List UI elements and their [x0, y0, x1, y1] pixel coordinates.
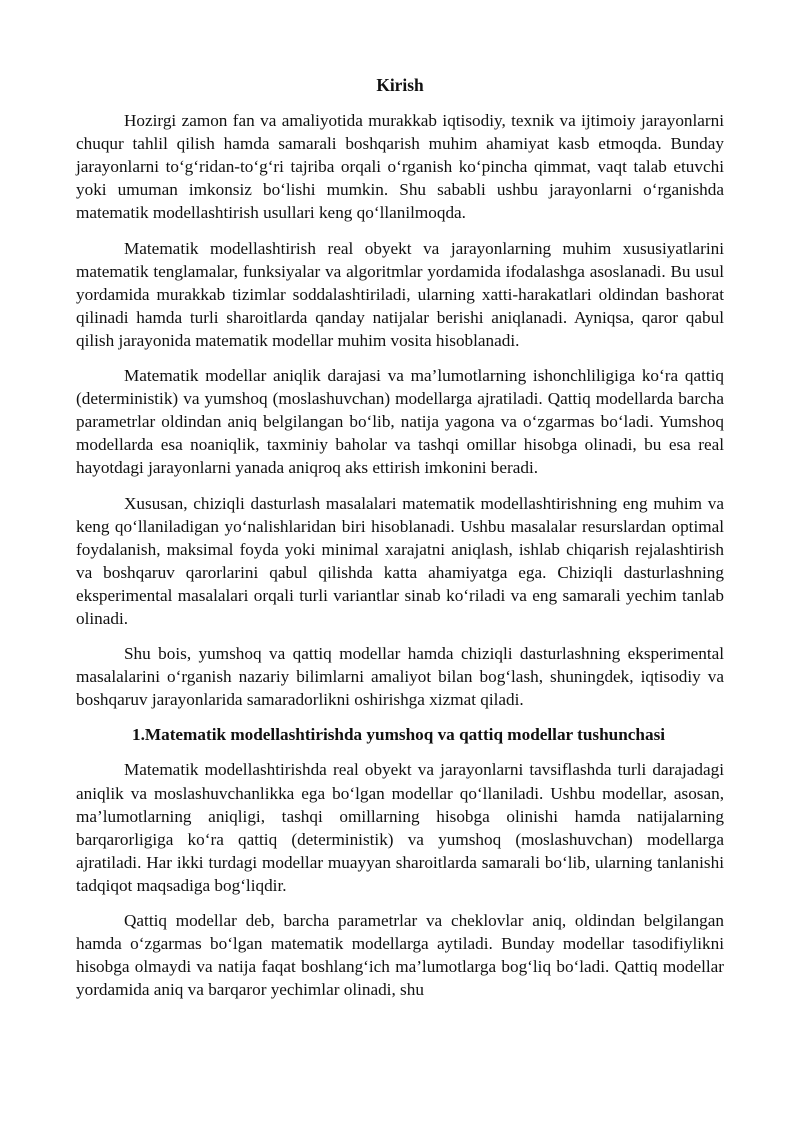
intro-paragraph-4: Xususan, chiziqli dasturlash masalalari matematik modellashtirishning eng muhim va keng qo‘llaniladigan yo‘nalishlaridan biri hisoblanadi. Ushbu masalalar resurslardan optimal foydalanish, maksimal foyda yoki minimal xarajatni aniqlash, ishlab chiqarish rejalashtirish va boshqaruv qarorlarini qabul qilishda katta ahamiyatga ega. Chiziqli dasturlashning eksperimental masalalari orqali turli variantlar sinab ko‘riladi va eng samarali yechim tanlab olinadi. [76, 493, 724, 628]
intro-paragraph-5: Shu bois, yumshoq va qattiq modellar hamda chiziqli dasturlashning eksperimental masalalarini o‘rganish nazariy bilimlarni amaliyot bilan bog‘lash, shuningdek, iqtisodiy va boshqaruv jarayonlarida samaradorlikni oshirishga xizmat qiladi. [76, 644, 724, 710]
section-paragraph-1: Matematik modellashtirishda real obyekt va jarayonlarni tavsiflashda turli darajadagi aniqlik va moslashuvchanlikka ega bo‘lgan modellar qo‘llaniladi. Ushbu modellar, asosan, ma’lumotlarning aniqligi, tashqi omillarning hisobga olinishi hamda natijalarning barqarorligiga ko‘ra qattiq (deterministik) va yumshoq (moslashuvchan) modellarga ajratiladi. Har ikki turdagi modellar muayyan sharoitlarda samarali bo‘lib, ularning tanlanishi tadqiqot maqsadiga bog‘liqdir. [76, 760, 724, 895]
section-heading: 1.Matematik modellashtirishda yumshoq va qattiq modellar tushunchasi [132, 725, 666, 745]
intro-paragraph-3: Matematik modellar aniqlik darajasi va ma’lumotlarning ishonchliligiga ko‘ra qattiq (deterministik) va yumshoq (moslashuvchan) modellarga ajratiladi. Qattiq modellarda barcha parametrlar oldindan aniq belgilangan bo‘lib, natija yagona va o‘zgarmas bo‘ladi. Yumshoq modellarda esa noaniqlik, taxminiy baholar va tashqi omillar hisobga olinadi, bu esa real hayotdagi jarayonlarni yanada aniqroq aks ettirish imkonini beradi. [76, 366, 724, 478]
intro-paragraph-1: Hozirgi zamon fan va amaliyotida murakkab iqtisodiy, texnik va ijtimoiy jarayonlarni chuqur tahlil qilish hamda samarali boshqarish muhim ahamiyat kasb etmoqda. Bunday jarayonlarni to‘g‘ridan-to‘g‘ri tajriba orqali o‘rganish ko‘pincha qimmat, vaqt talab etuvchi yoki umuman imkonsiz bo‘lishi mumkin. Shu sababli ushbu jarayonlarni o‘rganishda matematik modellashtirish usullari keng qo‘llanilmoqda. [76, 111, 724, 223]
document-body [76, 74, 724, 1013]
document-title: Kirish [376, 75, 424, 95]
intro-paragraph-2: Matematik modellashtirish real obyekt va jarayonlarning muhim xususiyatlarini matematik tenglamalar, funksiyalar va algoritmlar yordamida ifodalashga asoslanadi. Bu usul yordamida murakkab tizimlar soddalashtiriladi, ularning xatti-harakatlari oldindan bashorat qilinadi hamda turli sharoitlarda qanday natijalar berishi aniqlanadi. Ayniqsa, qaror qabul qilish jarayonida matematik modellar muhim vosita hisoblanadi. [76, 238, 724, 350]
section-paragraph-2: Qattiq modellar deb, barcha parametrlar va cheklovlar aniq, oldindan belgilangan hamda o‘zgarmas bo‘lgan matematik modellarga aytiladi. Bunday modellar tasodifiylikni hisobga olmaydi va natija faqat boshlang‘ich ma’lumotlarga bog‘liq bo‘ladi. Qattiq modellar yordamida aniq va barqaror yechimlar olinadi, shu [76, 911, 724, 1000]
